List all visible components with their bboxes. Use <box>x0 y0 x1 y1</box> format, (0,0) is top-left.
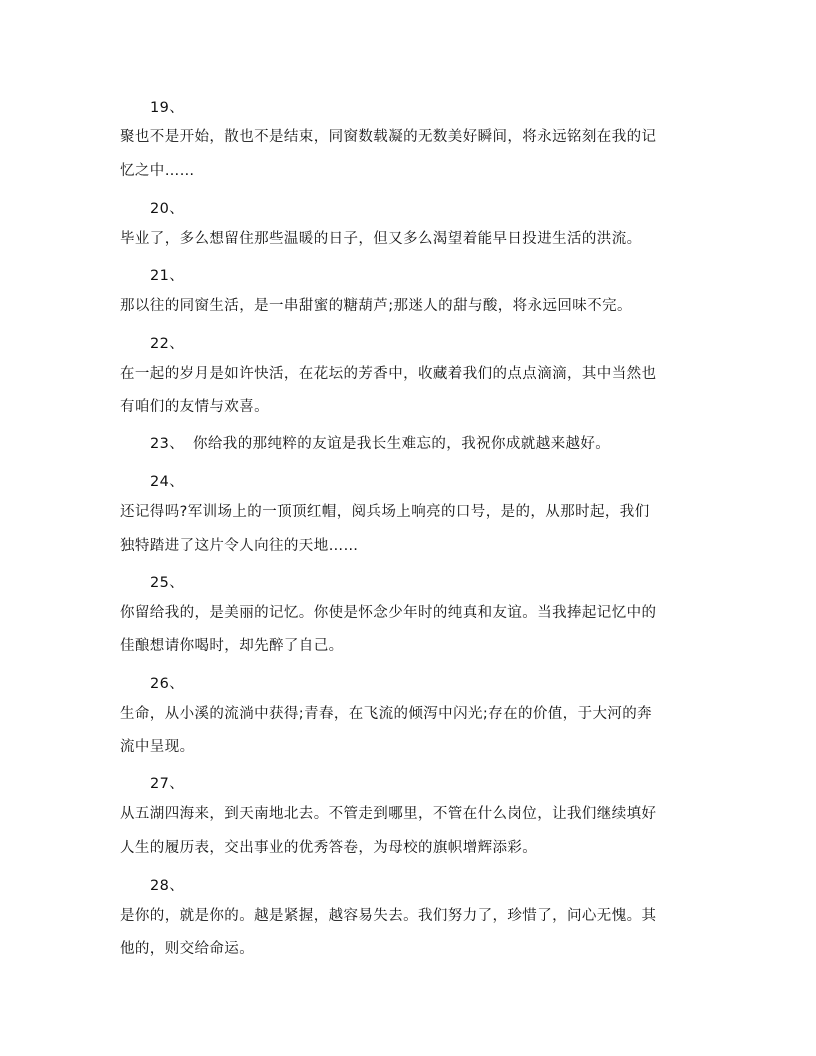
entry-number: 25、 <box>150 575 185 591</box>
entry-text-line: 独特踏进了这片令人向往的天地…… <box>120 538 359 554</box>
entry-number: 27、 <box>150 776 185 792</box>
entry-text-line: 毕业了，多么想留住那些温暖的日子，但又多么渴望着能早日投进生活的洪流。 <box>120 231 642 247</box>
entry-text-line: 还记得吗?军训场上的一顶顶红帽，阅兵场上响亮的口号，是的，从那时起，我们 <box>120 504 650 520</box>
entry-number: 26、 <box>150 676 185 692</box>
entry-number: 19、 <box>150 100 185 116</box>
entry-text-line: 流中呈现。 <box>120 739 195 755</box>
entry-number: 28、 <box>150 878 185 894</box>
entry-text-line: 忆之中…… <box>120 163 195 179</box>
entry-text-line: 他的，则交给命运。 <box>120 941 255 957</box>
entry-text-line: 是你的，就是你的。越是紧握，越容易失去。我们努力了，珍惜了，问心无愧。其 <box>120 908 657 924</box>
entry-number: 24、 <box>150 474 185 490</box>
entry-text-line: 你给我的那纯粹的友谊是我长生难忘的，我祝你成就越来越好。 <box>193 436 611 452</box>
entry-number: 22、 <box>150 336 185 352</box>
entry-text-line: 从五湖四海来，到天南地北去。不管走到哪里，不管在什么岗位，让我们继续填好 <box>120 806 657 822</box>
entry-text-line: 佳酿想请你喝时，却先醉了自己。 <box>120 638 344 654</box>
entry-text-line: 人生的履历表，交出事业的优秀答卷，为母校的旗帜增辉添彩。 <box>120 840 538 856</box>
entry-text-line: 有咱们的友情与欢喜。 <box>120 399 269 415</box>
entry-text-line: 生命，从小溪的流淌中获得;青春，在飞流的倾泻中闪光;存在的价值，于大河的奔 <box>120 706 653 722</box>
entry-text-line: 那以往的同窗生活，是一串甜蜜的糖葫芦;那迷人的甜与酸，将永远回味不完。 <box>120 298 632 314</box>
entry-text-line: 聚也不是开始，散也不是结束，同窗数载凝的无数美好瞬间，将永远铭刻在我的记 <box>120 129 657 145</box>
entry-number: 23、 <box>150 436 185 452</box>
entry-text-line: 在一起的岁月是如许快活，在花坛的芳香中，收藏着我们的点点滴滴，其中当然也 <box>120 366 657 382</box>
entry-number: 20、 <box>150 201 185 217</box>
entry-number: 21、 <box>150 268 185 284</box>
entry-text-line: 你留给我的，是美丽的记忆。你使是怀念少年时的纯真和友谊。当我捧起记忆中的 <box>120 605 657 621</box>
